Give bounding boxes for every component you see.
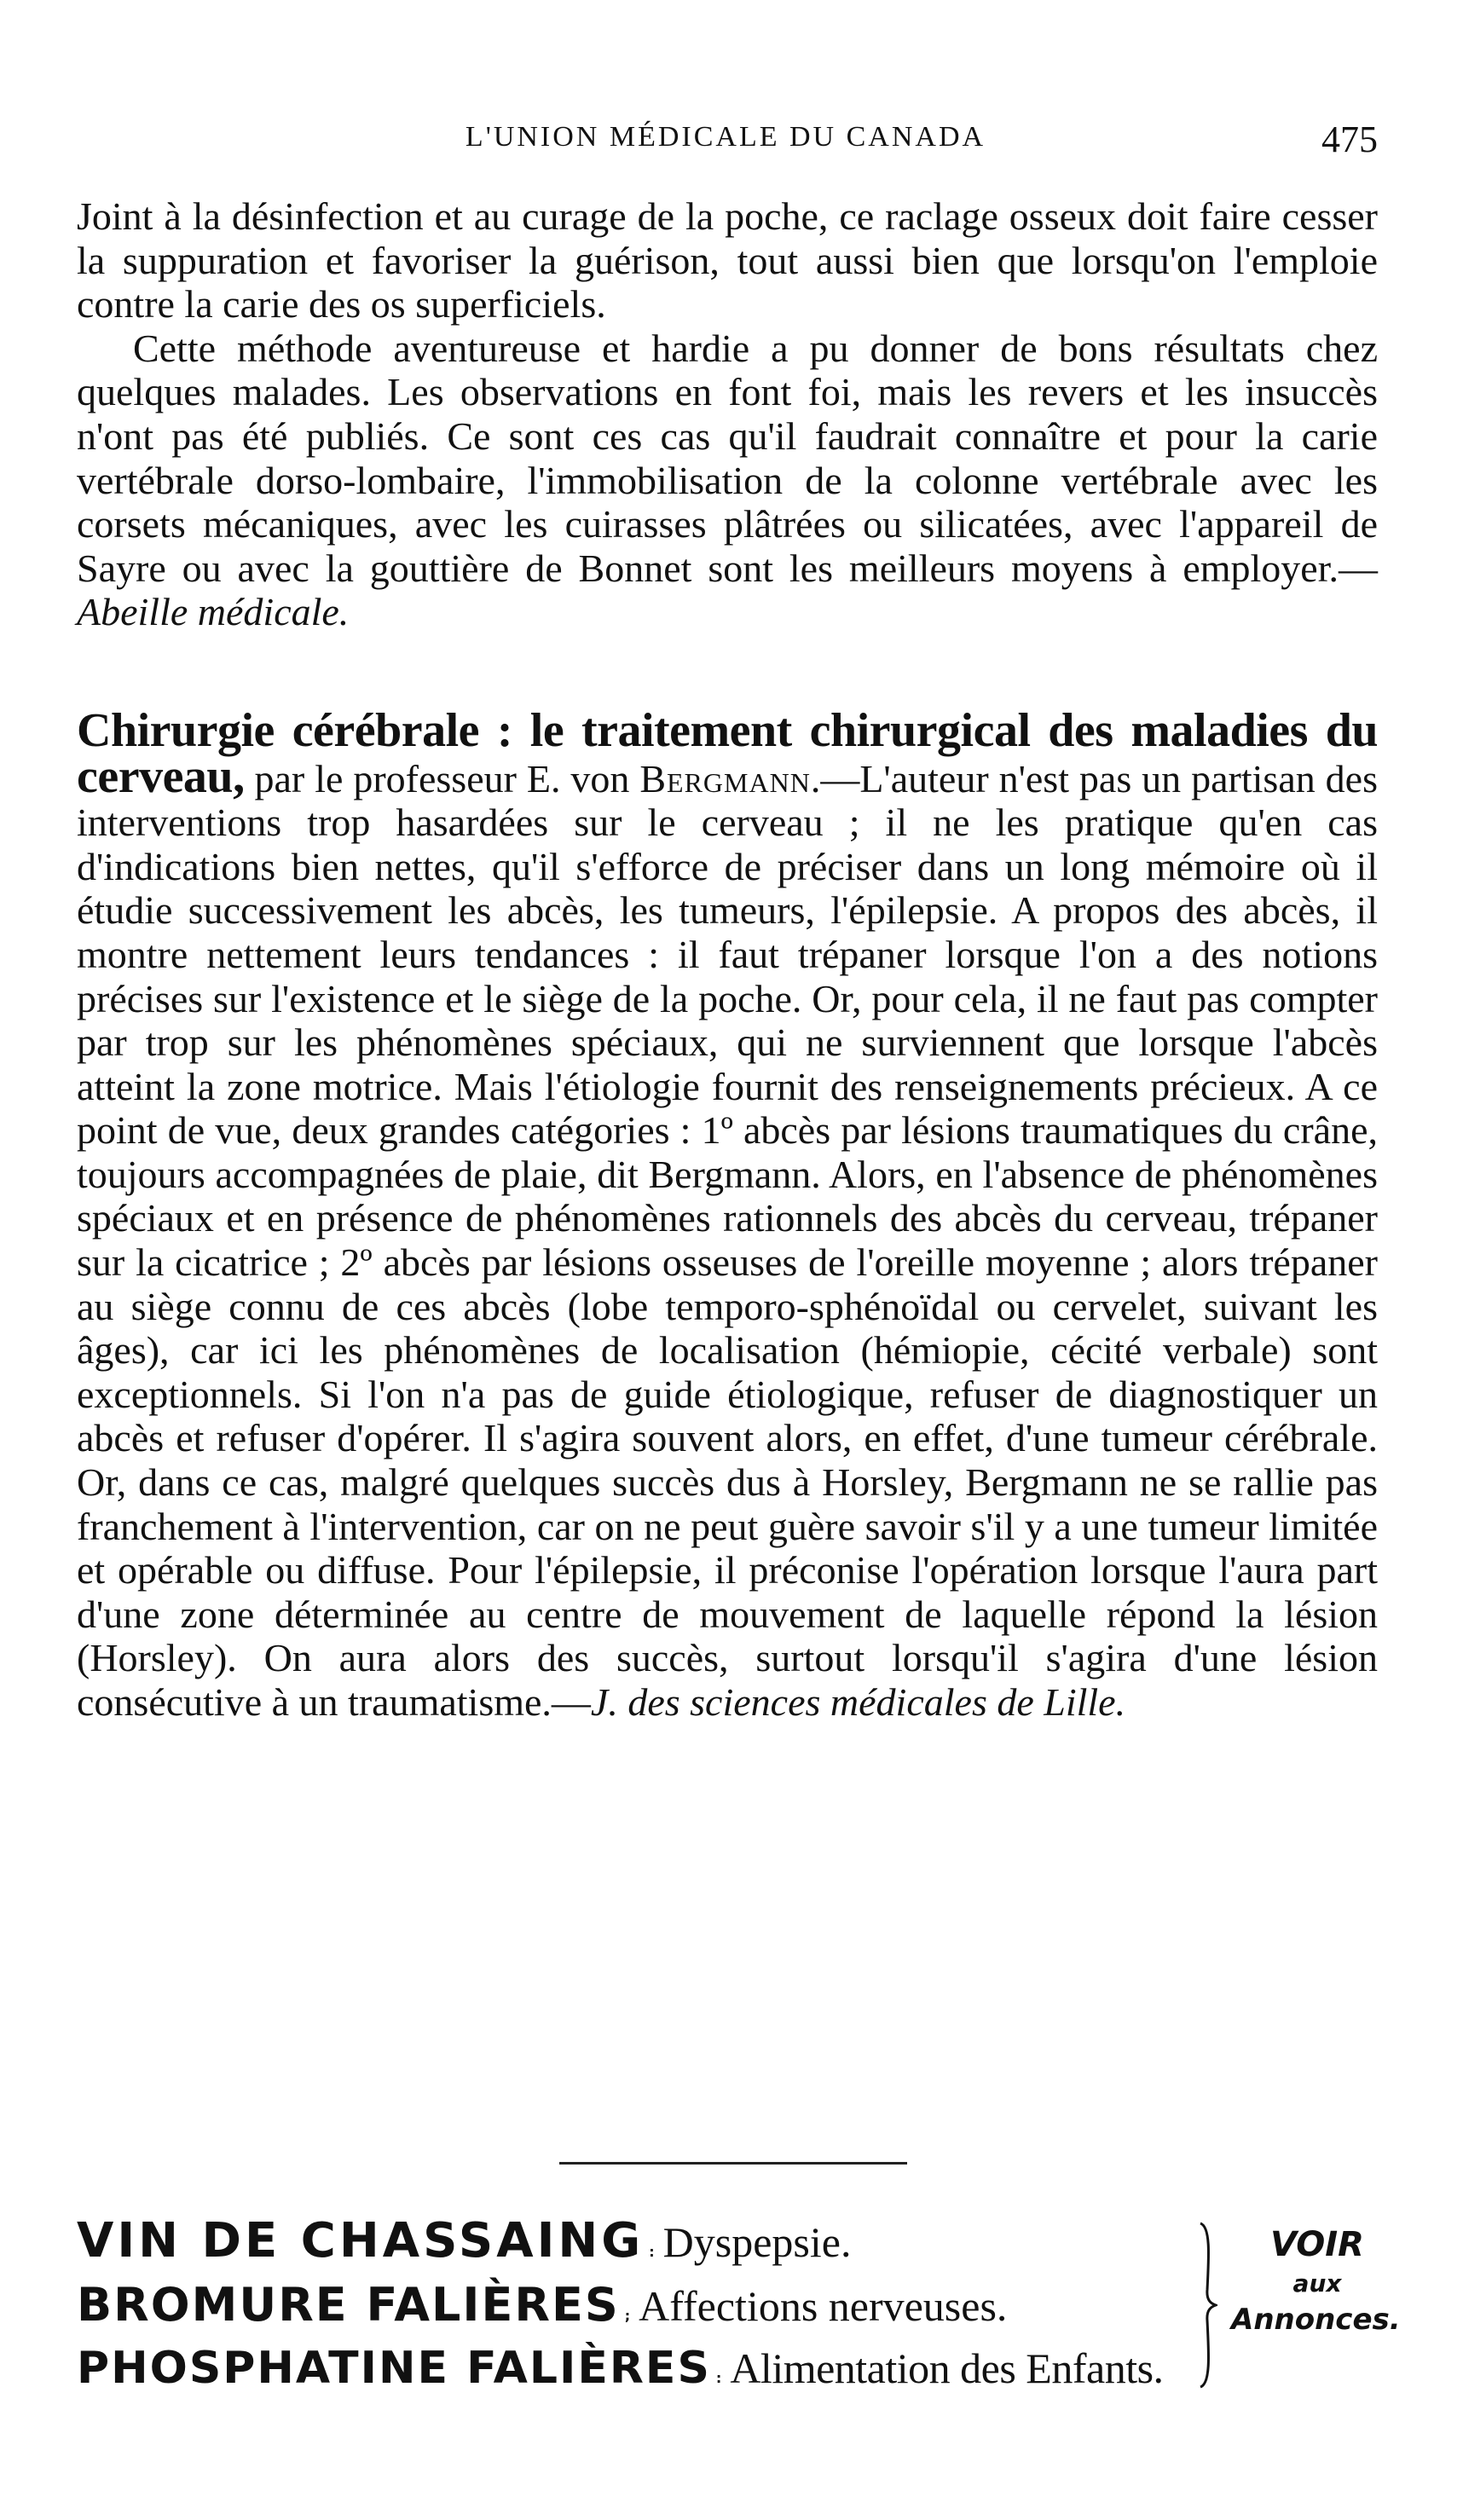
ad-description: Dyspepsie. (662, 2218, 852, 2266)
article1-paragraph-1: Joint à la désinfection et au curage de la poche, ce raclage osseux doit faire cesser la suppuration et favoriser la guérison, tout aussi bien que lorsqu'on l'emploie contre la carie des os superficiels. (77, 194, 1378, 327)
body-text (77, 194, 1378, 1725)
article2-heading: Chirurgie cérébrale : le traitement chirurgical des maladies du cerveau, (77, 703, 1378, 803)
article2-source: J. des sciences médicales de Lille. (590, 1680, 1126, 1724)
ad-separator: : (715, 2370, 722, 2386)
article1-source: Abeille médicale. (77, 590, 350, 634)
see-ads-line-2: aux (1292, 2269, 1342, 2297)
article2-author: Bergmann (639, 756, 811, 801)
article2-intro: par le professeur E. von (244, 756, 640, 801)
ad-separator: : (649, 2244, 655, 2260)
ad-row-chassaing (77, 2213, 851, 2274)
ad-description: Alimentation des Enfants. (730, 2344, 1164, 2392)
article1-paragraph-2 (77, 327, 1378, 634)
ad-product-name: PHOSPHATINE FALIÈRES (77, 2343, 711, 2394)
see-ads-line-3: Annonces. (1231, 2303, 1401, 2337)
article2-paragraph (77, 703, 1378, 1725)
article2-text: .—L'auteur n'est pas un partisan des interventions trop hasardées sur le cerveau ; il ne les pratique qu'en cas d'indications bien nettes, qu'il s'efforce de préciser dans un long mémoire où il étudie successivement les abcès, les tumeurs, l'épilepsie. A propos des abcès, il montre nettement leurs tendances : il faut trépaner lorsque l'on a des notions précises sur l'existence et le siège de la poche. Or, pour cela, il ne faut pas compter par trop sur les phénomènes spéciaux, qui ne surviennent que lorsque l'abcès atteint la zone motrice. Mais l'étiologie fournit des renseignements précieux. A ce point de vue, deux grandes catégories : 1º abcès par lésions traumatiques du crâne, toujours accompagnées de plaie, dit Bergmann. Alors, en l'absence de phénomènes spéciaux et en présence de phénomènes rationnels des abcès du cerveau, trépaner sur la cicatrice ; 2º abcès par lésions osseuses de l'oreille moyenne ; alors trépaner au siège connu de ces abcès (lobe temporo-sphénoïdal ou cervelet, suivant les âges), car ici les phénomènes de localisation (hémiopie, cécité verbale) sont exceptionnels. Si l'on n'a pas de guide étiologique, refuser de diagnostiquer un abcès et refuser d'opérer. Il s'agira souvent alors, en effet, d'une tumeur cérébrale. Or, dans ce cas, malgré quelques succès dus à Horsley, Bergmann ne se rallie pas franchement à l'intervention, car on ne peut guère savoir s'il y a une tumeur limitée et opérable ou diffuse. Pour l'épilepsie, il préconise l'opération lorsque l'aura part d'une zone déterminée au centre de mouvement de laquelle répond la lésion (Horsley). On aura alors des succès, surtout lorsqu'il s'agira d'une lésion consécutive à un traumatisme.— (77, 756, 1378, 1724)
article1-text: Cette méthode aventureuse et hardie a pu donner de bons résultats chez quelques malades. Les observations en font foi, mais les revers et les insuccès n'ont pas été publiés. Ce sont ces cas qu'il faudrait connaître et pour la carie vertébrale dorso-lombaire, l'immobilisation de la colonne vertébrale avec les corsets mécaniques, avec les cuirasses plâtrées ou silicatées, avec l'appareil de Sayre ou avec la gouttière de Bonnet sont les meilleurs moyens à employer.— (77, 326, 1378, 590)
journal-title: L'UNION MÉDICALE DU CANADA (465, 121, 986, 153)
running-head (73, 118, 1378, 160)
page-number: 475 (1321, 118, 1378, 160)
see-ads-line-1: VOIR (1270, 2225, 1364, 2264)
ad-product-name: VIN DE CHASSAING (77, 2213, 645, 2269)
section-divider (559, 2162, 907, 2165)
see-ads-note (1228, 2217, 1407, 2337)
advertisement-block (77, 2213, 1407, 2418)
ad-row-bromure (77, 2278, 1007, 2339)
brace-icon (1195, 2222, 1217, 2389)
ad-product-name: BROMURE FALIÈRES (77, 2278, 620, 2332)
ad-row-phosphatine (77, 2343, 1164, 2404)
ad-separator: ; (624, 2308, 631, 2324)
ad-description: Affections nerveuses. (639, 2282, 1008, 2330)
